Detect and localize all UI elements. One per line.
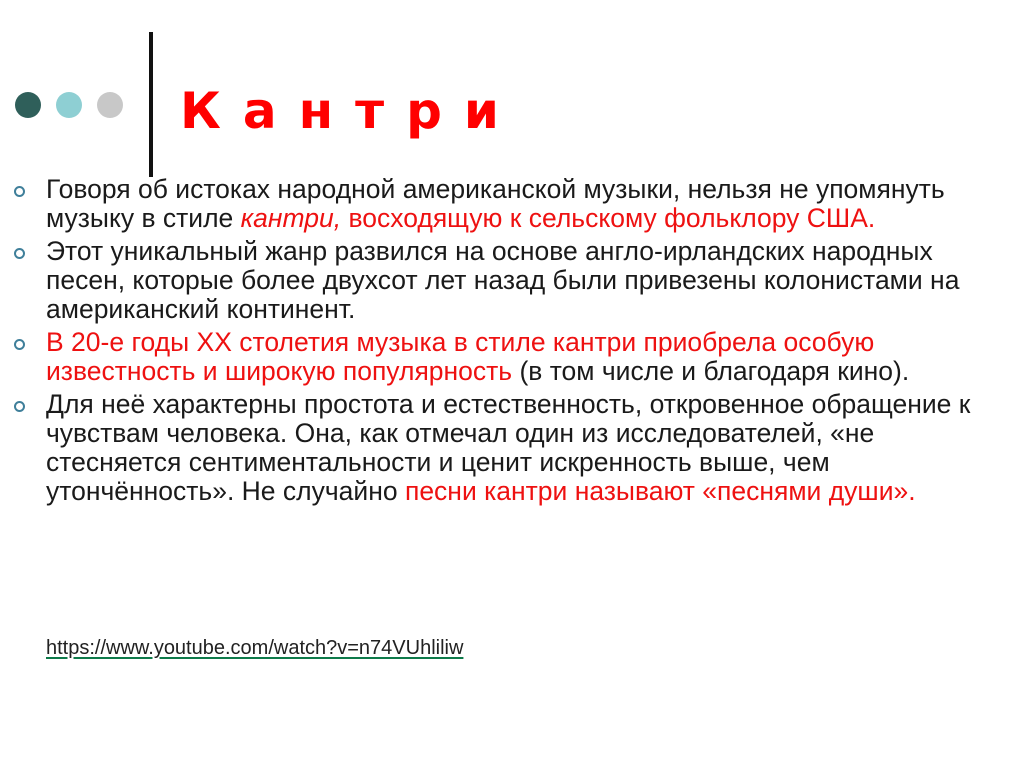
bullet-highlight: восходящую к сельскому фольклору США.	[341, 203, 876, 233]
decorative-dots	[15, 92, 123, 118]
bullet-ring-icon	[14, 401, 25, 412]
bullet-text: Для неё характерны простота и естественность, откровенное обращение к чувствам человека. Она, как отмечал один из исследователей, «не стесняется сентиментальности и ценит искренность выше, чем утончённость». Не случайно	[46, 389, 971, 506]
bullet-text: Этот уникальный жанр развился на основе англо-ирландских народных песен, которые более двухсот лет назад были привезены колонистами на американский континент.	[46, 236, 960, 324]
bullet-highlight: песни кантри называют «песнями души».	[404, 476, 916, 506]
bullet-text: Говоря об истоках народной американской музыки, нельзя не упомянуть музыку в стиле	[46, 174, 945, 233]
title-divider	[149, 32, 153, 177]
bullet-item	[14, 328, 1014, 386]
bullet-ring-icon	[14, 186, 25, 197]
bullet-item	[14, 237, 1014, 324]
slide-title: Кантри	[180, 82, 521, 140]
bullet-highlight: В 20-е годы XX столетия музыка в стиле кантри приобрела особую известность и широкую популярность	[46, 327, 875, 386]
dot-gray	[97, 92, 123, 118]
youtube-link[interactable]: https://www.youtube.com/watch?v=n74VUhliliw	[46, 637, 464, 659]
bullet-list	[14, 175, 1014, 510]
bullet-item	[14, 175, 1014, 233]
bullet-ring-icon	[14, 248, 25, 259]
dot-dark	[15, 92, 41, 118]
dot-teal	[56, 92, 82, 118]
bullet-highlight: кантри,	[240, 203, 342, 233]
bullet-text: (в том числе и благодаря кино).	[512, 356, 910, 386]
bullet-ring-icon	[14, 339, 25, 350]
bullet-item	[14, 390, 1014, 506]
